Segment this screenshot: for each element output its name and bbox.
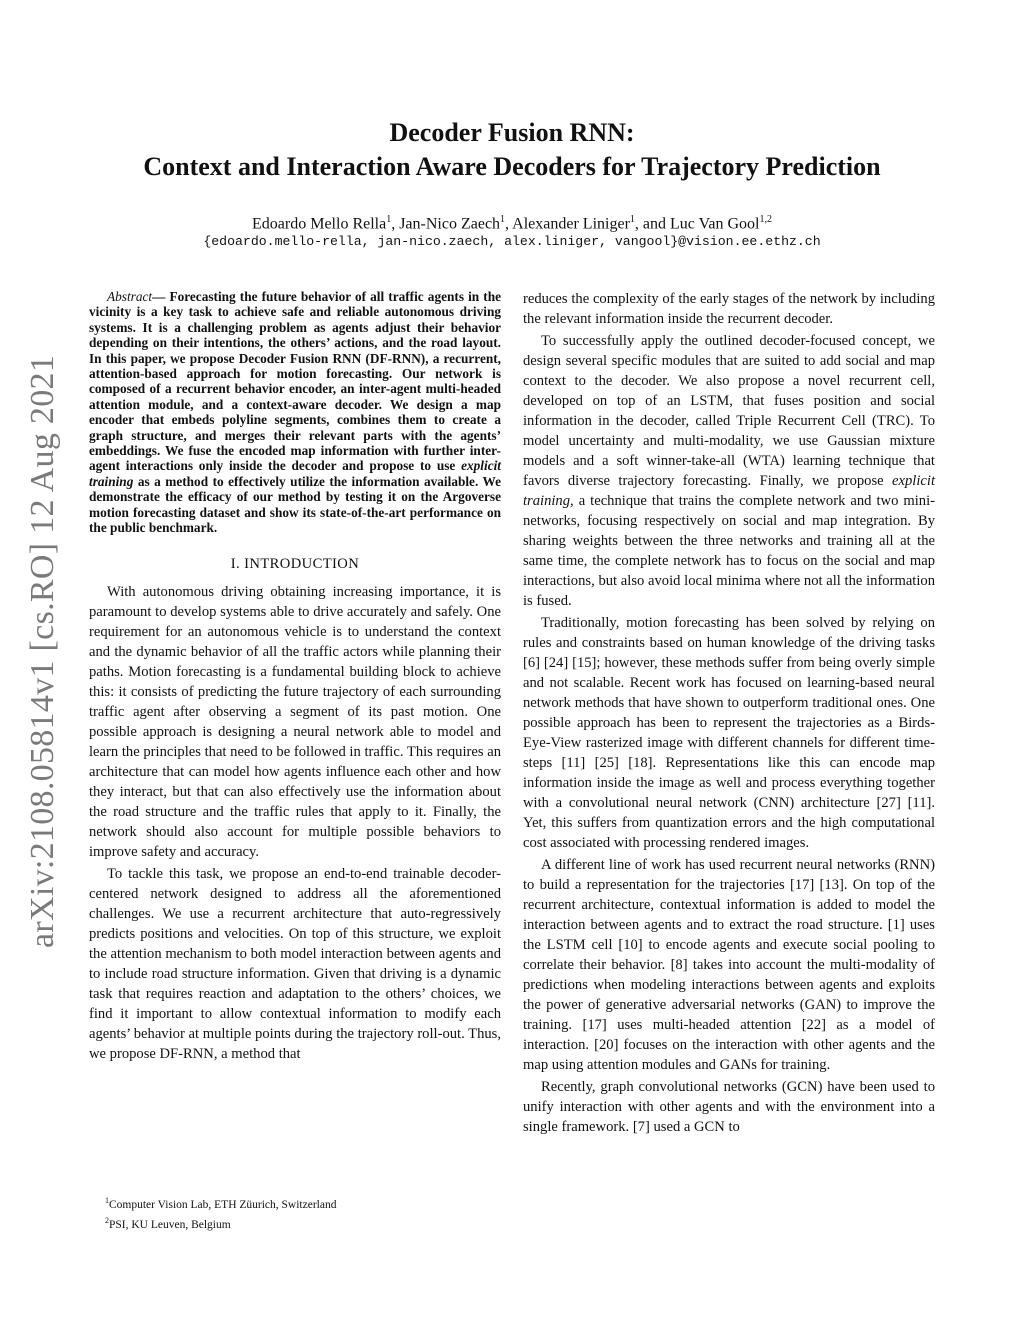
abstract-text-part-2: as a method to effectively utilize the information available. We demonstrate the efficacy of our method by testing it on the Argoverse motion forecasting dataset and show its state-of-the-art performance on the public benchmark. — [89, 473, 501, 536]
footnote-mark: 1 — [105, 1196, 109, 1205]
affiliation-mark: 1 — [629, 214, 635, 225]
abstract-label: Abstract — [107, 289, 153, 304]
paragraph-emphasis: explicit training — [523, 473, 935, 509]
intro-paragraph-2: To tackle this task, we propose an end-to-end trainable decoder-centered network designed to address all the aforementioned challenges. We use a recurrent architecture that auto-regressively predicts positions and velocities. On top of this structure, we exploit the attention mechanism to both model interaction between agents and to include road structure information. Given that driving is a dynamic task that requires reaction and adaptation to the others’ choices, we find it important to allow contextual information to modify each agents’ behavior at multiple points during the trajectory roll-out. Thus, we propose DF-RNN, a method that — [89, 865, 501, 1062]
right-paragraph-2: Traditionally, motion forecasting has been solved by relying on rules and constraints based on human knowledge of the driving tasks [6] [24] [15]; however, these methods suffer from being overly simple and not scalable. Recent work has focused on learning-based neural network methods that have shown to outperform traditional ones. One possible approach has been to represent the trajectories as a Birds-Eye-View rasterized image with different channels for different time-steps [11] [25] [18]. Representations like this can encode map information inside the image as well and process everything together with a convolutional neural network (CNN) architecture [27] [11]. Yet, this suffers from quantization errors and the high computational cost associated with processing rendered images. — [523, 615, 935, 851]
affiliation-mark: 1 — [500, 214, 506, 225]
author-name: , Jan-Nico Zaech — [391, 215, 501, 233]
right-paragraph-1 — [523, 331, 935, 611]
section-heading-introduction: I. INTRODUCTION — [230, 555, 360, 572]
footnote-1 — [89, 1193, 501, 1213]
author-name: , and Luc Van Gool — [634, 215, 760, 233]
right-paragraph-4: Recently, graph convolutional networks (GCN) have been used to unify interaction with other agents and with the environment into a single framework. [7] used a GCN to — [523, 1079, 935, 1135]
arxiv-identifier-stamp: arXiv:2108.05814v1 [cs.RO] 12 Aug 2021 — [24, 354, 61, 948]
abstract-text-part-1: Forecasting the future behavior of all traffic agents in the vicinity is a key task to achieve safe and reliable autonomous driving systems. It is a challenging problem as agents adjust their behavior depending on their intentions, the others’ actions, and the road layout. In this paper, we propose Decoder Fusion RNN (DF-RNN), a recurrent, attention-based approach for motion forecasting. Our network is composed of a recurrent behavior encoder, an inter-agent multi-headed attention module, and a context-aware decoder. We design a map encoder that embeds polyline segments, combines them to create a graph structure, and merges their relevant parts with the agents’ embeddings. We fuse the encoded map information with further inter-agent interactions only inside the decoder and propose to use — [89, 289, 501, 474]
left-column — [89, 289, 501, 1064]
abstract — [89, 289, 501, 536]
affiliation-mark: 1 — [386, 214, 392, 225]
right-column — [523, 289, 935, 1137]
author-name: , Alexander Liniger — [505, 215, 630, 233]
paragraph-text: , a technique that trains the complete network and two mini-networks, focusing respectively on social and map integration. By sharing weights between the three networks and training all at the same time, the complete network has to focus on the social and map interactions, but also avoid local minima where not all the information is fused. — [523, 493, 935, 609]
intro-paragraph-1: With autonomous driving obtaining increasing importance, it is paramount to develop systems able to drive accurately and safely. One requirement for an autonomous vehicle is to understand the context and the dynamic behavior of all the traffic actors while planning their paths. Motion forecasting is a fundamental building block to achieve this: it consists of predicting the future trajectory of each surrounding traffic agent after observing a segment of its past motion. One possible approach is designing a neural network able to model and learn the principles that need to be followed in traffic. This requires an architecture that can model how agents influence each other and how they interact, but that can also effectively use the information about the road structure and the traffic rules that apply to it. Finally, the network should also account for multiple possible behaviors to improve safety and accuracy. — [89, 583, 501, 860]
paragraph-text: To successfully apply the outlined decoder-focused concept, we design several specific modules that are suited to add social and map context to the decoder. We also propose a novel recurrent cell, developed on top of an LSTM, that fuses position and social information in the decoder, called Triple Recurrent Cell (TRC). To model uncertainty and multi-modality, we use Gaussian mixture models and a soft winner-take-all (WTA) learning technique that favors diverse trajectory forecasting. Finally, we propose — [523, 333, 935, 489]
footnote-mark: 2 — [105, 1215, 109, 1225]
paper-title-line-1: Decoder Fusion RNN: — [389, 118, 635, 147]
abstract-emphasis: explicit training — [89, 458, 501, 489]
affiliation-mark: 1,2 — [759, 214, 772, 225]
abstract-dash: — — [152, 289, 166, 304]
footnote-text: PSI, KU Leuven, Belgium — [109, 1218, 231, 1231]
author-name: Edoardo Mello Rella — [252, 215, 387, 233]
author-emails: {edoardo.mello-rella, jan-nico.zaech, alex.liniger, vangool}@vision.ee.ethz.ch — [203, 234, 821, 249]
paper-title-line-2: Context and Interaction Aware Decoders for Trajectory Prediction — [143, 152, 881, 181]
footnote-2 — [89, 1213, 501, 1233]
right-paragraph-continuation: reduces the complexity of the early stages of the network by including the relevant information inside the recurrent decoder. — [523, 291, 935, 327]
right-paragraph-3: A different line of work has used recurrent neural networks (RNN) to build a representation for the trajectories [17] [13]. On top of the recurrent architecture, contextual information is added to model the interaction between agents and to extract the road structure. [1] uses the LSTM cell [10] to encode agents and execute social pooling to correlate their behavior. [8] takes into account the multi-modality of predictions when modeling interactions between agents and exploits the power of generative adversarial networks (GAN) to improve the training. [17] uses multi-headed attention [22] as a model of interaction. [20] focuses on the interaction with other agents and the map using attention modules and GANs for training. — [523, 857, 935, 1073]
footnote-text: Computer Vision Lab, ETH Züurich, Switzerland — [109, 1198, 337, 1211]
footnotes — [89, 1193, 501, 1233]
